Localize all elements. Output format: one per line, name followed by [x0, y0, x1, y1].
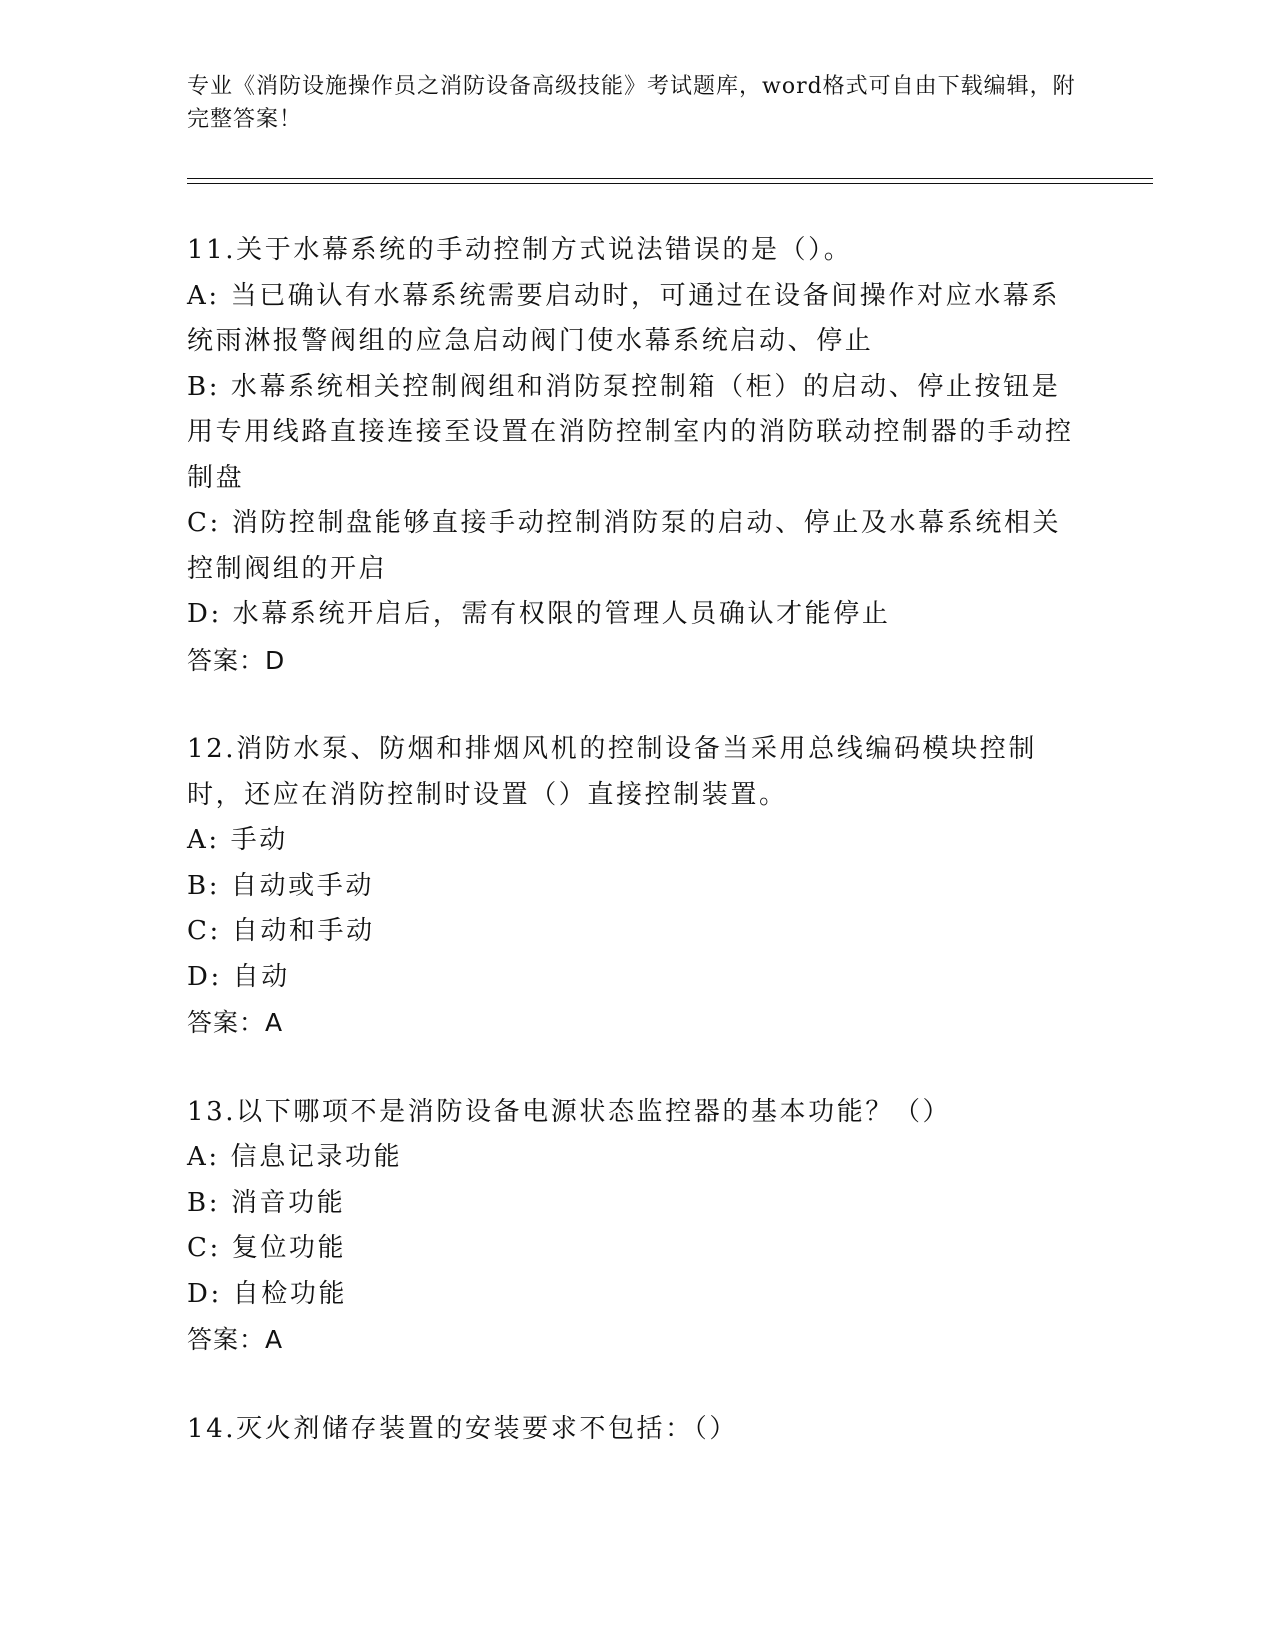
question-list: [187, 228, 1087, 1496]
option-a: A: 手动: [187, 825, 288, 855]
option-c: C: 消防控制盘能够直接手动控制消防泵的启动、停止及水幕系统相关控制阀组的开启: [187, 508, 1062, 584]
answer: 答案：A: [187, 1008, 284, 1037]
option-a: A: 信息记录功能: [187, 1142, 403, 1172]
question-13: [187, 1090, 1087, 1363]
question-14: [187, 1407, 1087, 1453]
option-c: C: 自动和手动: [187, 916, 375, 946]
question-stem: 11.关于水幕系统的手动控制方式说法错误的是（）。: [187, 235, 853, 265]
option-d: D: 自动: [187, 961, 290, 992]
option-b: B: 自动或手动: [187, 870, 374, 901]
answer: 答案：A: [187, 1325, 284, 1354]
option-d: D: 自检功能: [187, 1278, 348, 1309]
question-stem: 12.消防水泵、防烟和排烟风机的控制设备当采用总线编码模块控制时，还应在消防控制时设置（）直接控制装置。: [187, 734, 1037, 810]
page-header: 专业《消防设施操作员之消防设备高级技能》考试题库，word格式可自由下载编辑，附完整答案！: [187, 74, 1076, 132]
answer: 答案：D: [187, 645, 286, 675]
question-11: [187, 228, 1087, 683]
option-c: C: 复位功能: [187, 1233, 347, 1263]
option-d: D: 水幕系统开启后，需有权限的管理人员确认才能停止: [187, 599, 891, 629]
option-b: B: 消音功能: [187, 1187, 346, 1218]
header-double-rule: [187, 178, 1153, 184]
question-stem: 13.以下哪项不是消防设备电源状态监控器的基本功能？（）: [187, 1096, 952, 1127]
option-b: B: 水幕系统相关控制阀组和消防泵控制箱（柜）的启动、停止按钮是用专用线路直接连接至设置在消防控制室内的消防联动控制器的手动控制盘: [187, 371, 1074, 493]
option-a: A: 当已确认有水幕系统需要启动时，可通过在设备间操作对应水幕系统雨淋报警阀组的应急启动阀门使水幕系统启动、停止: [187, 280, 1061, 356]
question-12: [187, 727, 1087, 1046]
question-stem: 14.灭火剂储存装置的安装要求不包括：（）: [187, 1413, 738, 1444]
